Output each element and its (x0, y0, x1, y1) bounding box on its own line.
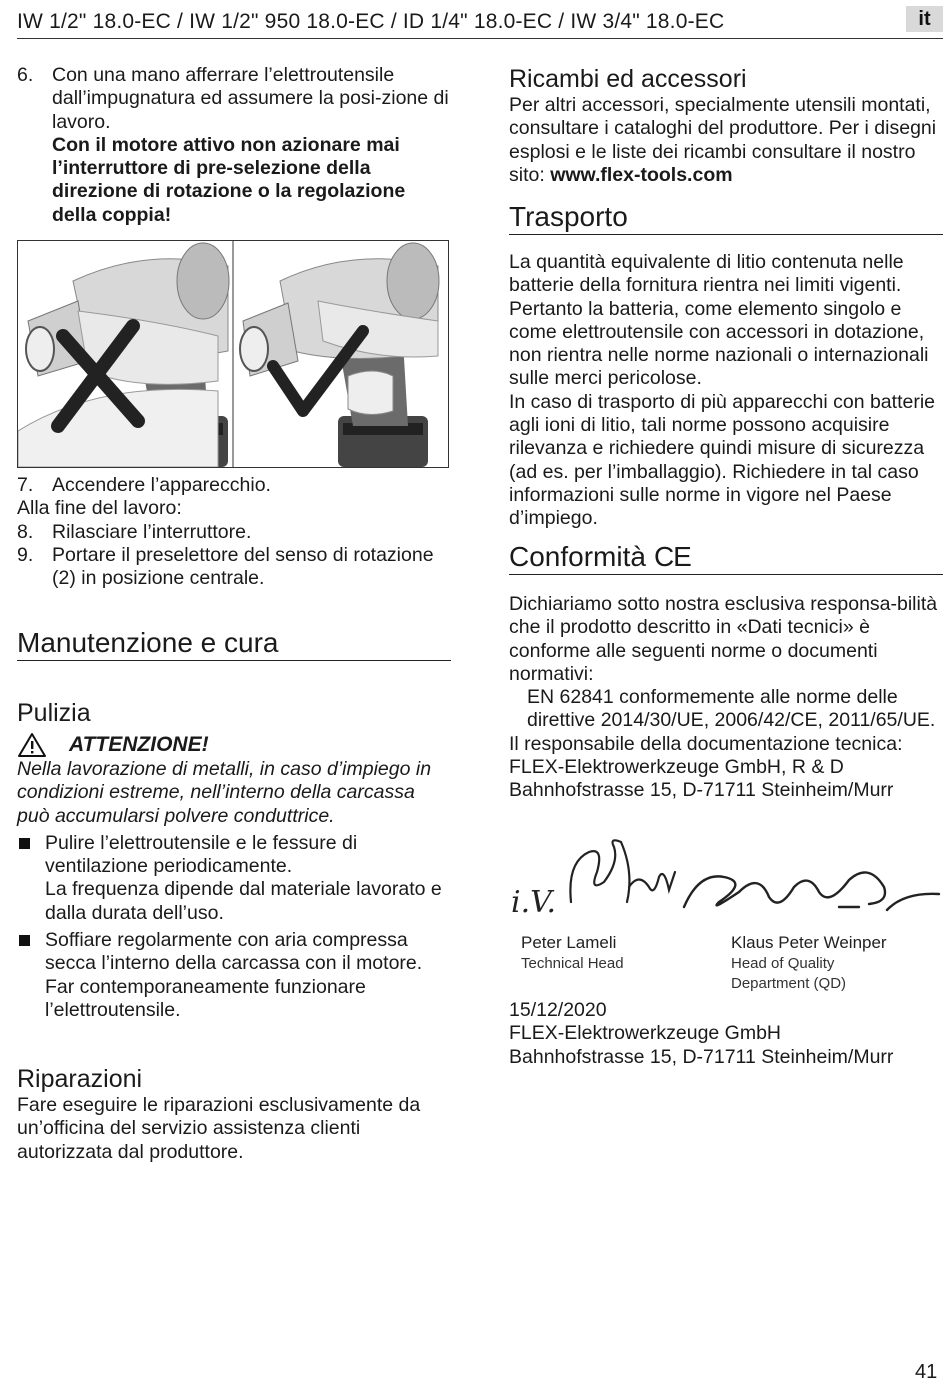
warning-triangle-icon (17, 732, 47, 758)
signer-2-name: Klaus Peter Weinper (731, 933, 887, 952)
maintenance-section (17, 626, 451, 661)
conformity-heading (509, 540, 943, 575)
footer-address: Bahnhofstrasse 15, D-71711 Steinheim/Murr (509, 1045, 894, 1068)
step-number: 7. (17, 474, 34, 496)
sig-prefix: i.V. (511, 885, 557, 920)
conformity-title: Conformità (509, 541, 646, 572)
step-number: 9. (17, 543, 34, 566)
signer-1-title: Technical Head (521, 955, 624, 972)
step-text: Accendere l’apparecchio. (52, 474, 271, 496)
signer-1-name: Peter Lameli (521, 933, 617, 952)
ce-mark-icon: CE (653, 541, 691, 572)
handling-illustration (17, 240, 449, 468)
spare-parts-text (509, 94, 945, 187)
step-text: Portare il preselettore del senso di rotazione (2) in posizione centrale. (52, 543, 434, 590)
repairs-text: Fare eseguire le riparazioni esclusivamente da un’officina del servizio assistenza clienti autorizzata dal produttore. (17, 1094, 421, 1163)
step-text: Rilasciare l’interruttore. (52, 520, 252, 543)
transport-section (509, 251, 945, 531)
footer-company: FLEX-Elektrowerkzeuge GmbH (509, 1022, 782, 1045)
conformity-norms: EN 62841 conformemente alle norme delle direttive 2014/30/UE, 2006/42/CE, 2011/65/UE. (527, 686, 936, 732)
conformity-section-heading (509, 540, 943, 575)
transport-section-heading (509, 200, 943, 235)
spare-parts-body: Per altri accessori, specialmente utensili montati, consultare i cataloghi del produttore. Per i disegni esplosi e le liste dei ricambi consultare il nostro sito: (509, 94, 937, 186)
bullet-square-icon (19, 935, 30, 946)
spare-parts-section (509, 64, 945, 187)
step-6 (17, 64, 449, 227)
cleaning-bullet-1 (17, 832, 449, 879)
cleaning-bullet-2 (17, 929, 449, 1022)
signature-block (509, 832, 945, 1002)
website-link[interactable]: www.flex-tools.com (550, 163, 733, 186)
conformity-address: Bahnhofstrasse 15, D-71711 Steinheim/Murr (509, 779, 894, 802)
header-rule (17, 38, 943, 39)
step-text: Con una mano afferrare l’elettroutensile dall’impugnatura ed assumere la posi-zione di lavoro. (52, 64, 449, 133)
cleaning-heading: Pulizia (17, 699, 91, 727)
warning-title: ATTENZIONE! (69, 733, 209, 757)
language-badge: it (906, 6, 943, 32)
step-number: 8. (17, 520, 34, 543)
steps-7-9 (17, 474, 449, 590)
step-6-bold-warning: Con il motore attivo non azionare mai l’interruttore di pre-selezione della direzione di rotazione o la regolazione della coppia! (52, 133, 406, 226)
after-work-label: Alla fine del lavoro: (17, 497, 182, 520)
tool-incorrect (18, 243, 229, 467)
cleaning-section (17, 698, 449, 1022)
signer-2-title: Head of Quality Department (QD) (731, 955, 847, 992)
bullet-text: Pulire l’elettroutensile e le fessure di ventilazione periodicamente. (45, 831, 358, 878)
step-number: 6. (17, 64, 34, 86)
page-number: 41 (915, 1361, 938, 1383)
maintenance-heading: Manutenzione e cura (17, 626, 451, 661)
warning-line (17, 732, 449, 758)
conformity-responsible: Il responsabile della documentazione tecnica: (509, 732, 903, 755)
document-header: IW 1/2" 18.0-EC / IW 1/2" 950 18.0-EC / ID 1/4" 18.0-EC / IW 3/4" 18.0-EC (17, 10, 725, 33)
handling-figure-svg (18, 241, 448, 467)
declaration-date: 15/12/2020 (509, 999, 607, 1021)
conformity-text: Dichiariamo sotto nostra esclusiva responsa-bilità che il prodotto descritto in «Dati tecnici» è conforme alle seguenti norme o documenti normativi: (509, 593, 938, 685)
repairs-heading: Riparazioni (17, 1065, 143, 1093)
bullet-text: Soffiare regolarmente con aria compressa secca l’interno della carcassa con il motore. Far contemporaneamente funzionare l’elettroutensile. (45, 929, 423, 1021)
spare-parts-heading: Ricambi ed accessori (509, 65, 747, 93)
transport-text-1: La quantità equivalente di litio contenuta nelle batterie della fornitura rientra nei limiti vigenti. Pertanto la batteria, come elemento singolo e come elettroutensile con accessori in dotazione, non rientra nelle norme nazionali o internazionali sulle merci pericolose. (509, 251, 929, 390)
conformity-company: FLEX-Elektrowerkzeuge GmbH, R & D (509, 756, 844, 779)
transport-heading: Trasporto (509, 200, 943, 235)
warning-text: Nella lavorazione di metalli, in caso d’impiego in condizioni estreme, nell’interno della carcassa può accumularsi polvere conduttrice. (17, 758, 432, 827)
conformity-section (509, 593, 945, 803)
transport-text-2: In caso di trasporto di più apparecchi con batterie agli ioni di litio, tali norme possono acquisire rilevanza e richiedere quindi misure di sicurezza (ad es. per l’imballaggio). Richiedere in tal caso informazioni sulle norme in vigore nel Paese d’impiego. (509, 390, 936, 530)
cleaning-bullet-1-note: La frequenza dipende dal materiale lavorato e dalla durata dell’uso. (45, 878, 442, 924)
bullet-square-icon (19, 838, 30, 849)
repairs-section (17, 1064, 449, 1164)
handwritten-signatures (509, 832, 945, 927)
date-and-address (509, 999, 945, 1069)
